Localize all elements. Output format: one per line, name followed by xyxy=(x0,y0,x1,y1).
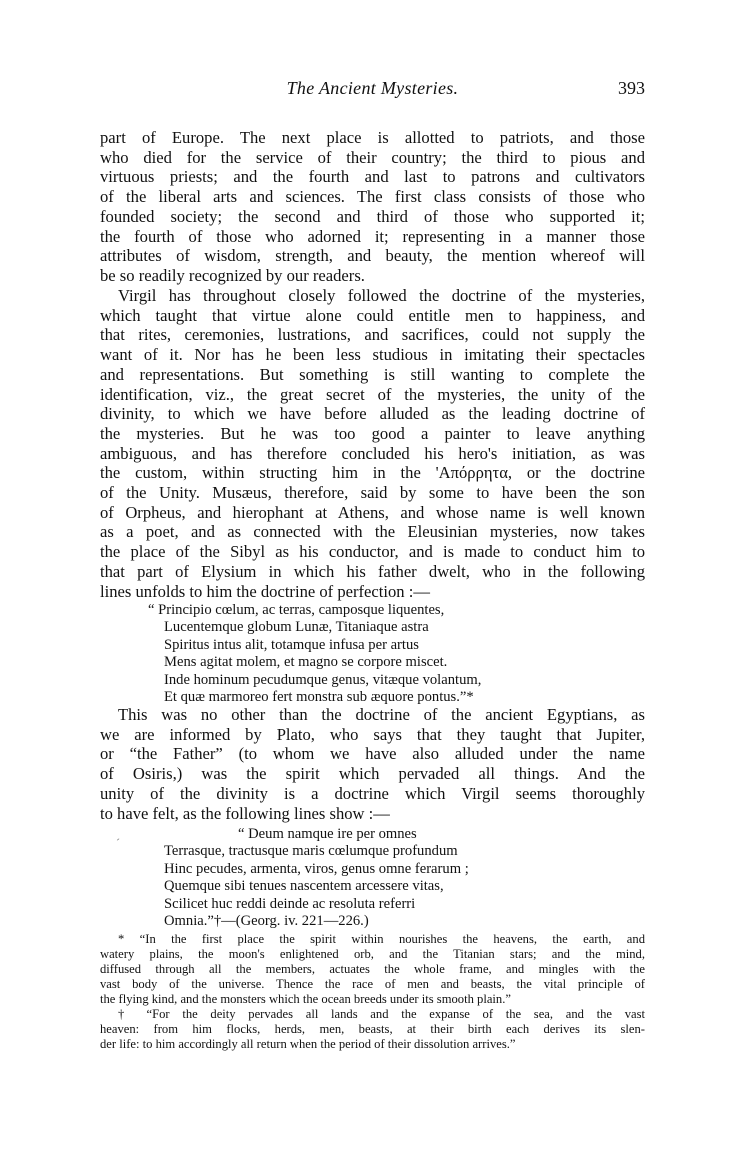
paragraph-1-line: founded society; the second and third of those who supported it; xyxy=(100,206,645,226)
verse-line: Mens agitat molem, et magno se corpore miscet. xyxy=(164,654,448,671)
paragraph-3-line: of Osiris,) was the spirit which pervaded all things. And the xyxy=(100,764,645,784)
paragraph-2-line: of the Unity. Musæus, therefore, said by some to have been the son xyxy=(100,483,645,503)
paragraph-1-line: part of Europe. The next place is allotted to patriots, and those xyxy=(100,128,645,147)
paragraph-3-line: unity of the divinity is a doctrine which Virgil seems thoroughly xyxy=(100,783,645,803)
verse-line: Hinc pecudes, armenta, viros, genus omne ferarum ; xyxy=(164,860,469,877)
paragraph-2-line: that part of Elysium in which his father dwelt, who in the following xyxy=(100,561,645,581)
footnote-1-line: watery plains, the moon's enlightened orb, and the Titanian stars; and the mind, xyxy=(100,946,645,961)
verse-line: “ Deum namque ire per omnes xyxy=(238,826,417,842)
footnote-1-line: vast body of the universe. Thence the race of men and beasts, the vital principle of xyxy=(100,976,645,991)
paragraph-3-line: or “the Father” (to whom we have also alluded under the name xyxy=(100,744,645,764)
verse-line: Et quæ marmoreo fert monstra sub æquore pontus.”* xyxy=(164,689,474,706)
footnote-2-line: der life: to him accordingly all return when the period of their dissolution arrives.” xyxy=(100,1036,516,1051)
paragraph xyxy=(100,286,645,601)
verse-line: Inde hominum pecudumque genus, vitæque volantum, xyxy=(164,671,482,688)
footnote-2-line: heaven: from him flocks, herds, men, beasts, at their birth each derives its slen- xyxy=(100,1021,645,1036)
paragraph-1-line: attributes of wisdom, strength, and beauty, the mention whereof will xyxy=(100,246,645,266)
paragraph-2-line: identification, viz., the great secret of the mysteries, the unity of the xyxy=(100,384,645,404)
paragraph xyxy=(100,705,645,823)
paragraph-1-line: of the liberal arts and sciences. The first class consists of those who xyxy=(100,187,645,207)
latin-verse-georgics xyxy=(164,826,469,930)
paragraph-2-line: the place of the Sibyl as his conductor, and is made to conduct him to xyxy=(100,542,645,562)
paragraph-2-line: ambiguous, and has therefore concluded his hero's initiation, as was xyxy=(100,443,645,463)
paragraph-3-line: to have felt, as the following lines show :— xyxy=(100,803,390,823)
paragraph-1-line: the fourth of those who adorned it; representing in a manner those xyxy=(100,226,645,246)
footnote-star xyxy=(100,932,645,1007)
running-title: The Ancient Mysteries. xyxy=(286,78,459,98)
paragraph-2-line: the mysteries. But he was too good a painter to leave anything xyxy=(100,423,645,443)
page-number: 393 xyxy=(618,78,645,98)
verse-line: Omnia.”†—(Georg. iv. 221—226.) xyxy=(164,913,369,930)
paragraph-2-line: and representations. But something is still wanting to complete the xyxy=(100,364,645,384)
paragraph-2-line: which taught that virtue alone could entitle men to happiness, and xyxy=(100,305,645,325)
latin-verse-aeneid xyxy=(148,602,481,706)
verse-line: “ Principio cœlum, ac terras, camposque liquentes, xyxy=(148,602,445,618)
footnote-1-line: the flying kind, and the monsters which the ocean breeds under its smooth plain.” xyxy=(100,991,511,1006)
verse-line: Scilicet huc reddi deinde ac resoluta referri xyxy=(164,895,416,912)
paragraph-3-line: we are informed by Plato, who says that they taught that Jupiter, xyxy=(100,724,645,744)
verse-line: Terrasque, tractusque maris cœlumque profundum xyxy=(164,843,458,860)
paragraph-2-line: the custom, within structing him in the 'Απόρρητα, or the doctrine xyxy=(100,463,645,483)
footnote-2-line: † “For the deity pervades all lands and the expanse of the sea, and the vast xyxy=(118,1007,645,1021)
paragraph-3-line: This was no other than the doctrine of the ancient Egyptians, as xyxy=(118,705,645,724)
paragraph-2-line: lines unfolds to him the doctrine of perfection :— xyxy=(100,581,430,601)
page-header xyxy=(100,78,645,104)
paragraph xyxy=(100,128,645,286)
verse-line: Quemque sibi tenues nascentem arcessere vitas, xyxy=(164,878,444,895)
paragraph-continued xyxy=(100,128,645,286)
paragraph-virgil xyxy=(100,286,645,601)
paragraph-2-line: that rites, ceremonies, lustrations, and sacrifices, could not supply the xyxy=(100,325,645,345)
footnote-1-line: diffused through all the members, actuates the whole frame, and mingles with the xyxy=(100,961,645,976)
paragraph-2-line: as a poet, and as connected with the Eleusinian mysteries, now takes xyxy=(100,522,645,542)
paragraph-2-line: want of it. Nor has he been less studious in imitating their spectacles xyxy=(100,345,645,365)
paragraph-2-line: Virgil has throughout closely followed the doctrine of the mysteries, xyxy=(118,286,645,305)
paragraph-1-line: who died for the service of their country; the third to pious and xyxy=(100,147,645,167)
paragraph-1-line: be so readily recognized by our readers. xyxy=(100,265,365,285)
paragraph-2-line: of Orpheus, and hierophant at Athens, and whose name is well known xyxy=(100,502,645,522)
verse-line: Lucentemque globum Lunæ, Titaniaque astra xyxy=(164,619,429,636)
footnote-1-line: * “In the first place the spirit within nourishes the heavens, the earth, and xyxy=(118,932,645,946)
margin-mark: ˊ xyxy=(116,836,120,850)
paragraph-egyptians xyxy=(100,705,645,823)
paragraph-1-line: virtuous priests; and the fourth and last to patrons and cultivators xyxy=(100,167,645,187)
footnote-dagger xyxy=(100,1007,645,1052)
verse-line: Spiritus intus alit, totamque infusa per artus xyxy=(164,636,419,653)
paragraph-2-line: divinity, to which we have before alluded as the leading doctrine of xyxy=(100,404,645,424)
